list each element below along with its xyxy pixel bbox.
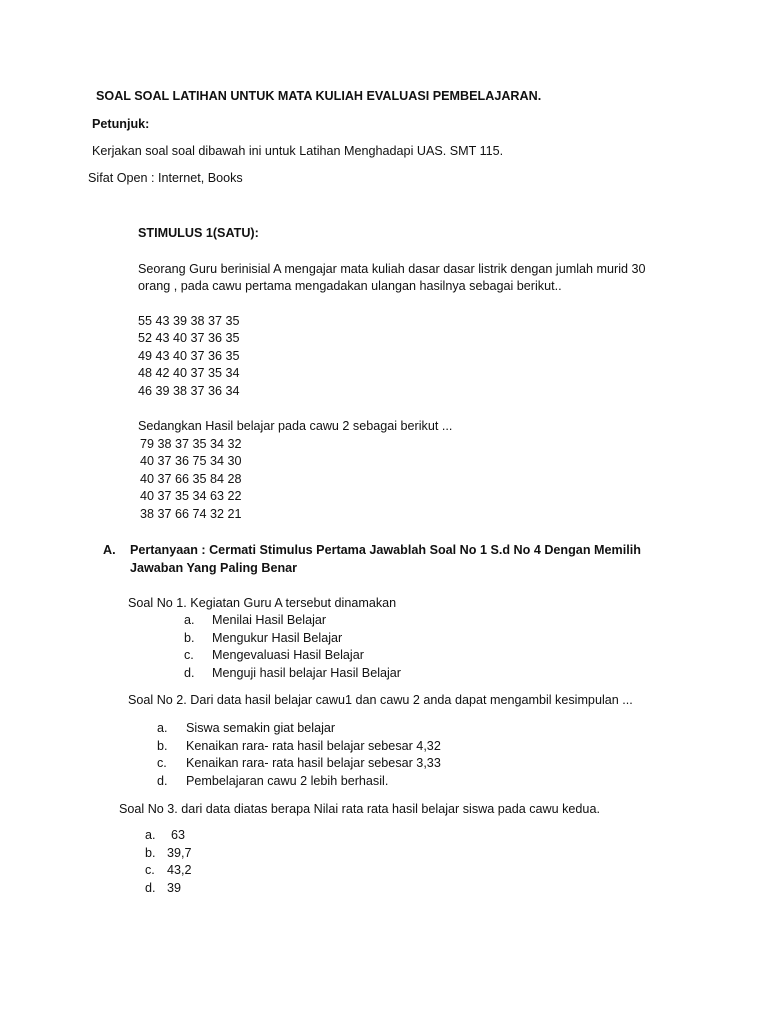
cawu1-row: 46 39 38 37 36 34	[138, 384, 240, 398]
cawu2-intro: Sedangkan Hasil belajar pada cawu 2 sebagai berikut ...	[138, 419, 453, 433]
petunjuk-label: Petunjuk:	[92, 117, 150, 131]
option-marker: d.	[184, 666, 195, 680]
question-3-text: Soal No 3. dari data diatas berapa Nilai rata rata hasil belajar siswa pada cawu kedua.	[119, 802, 600, 816]
option-marker: c.	[157, 756, 167, 770]
cawu2-row: 79 38 37 35 34 32	[140, 437, 242, 451]
cawu2-row: 40 37 36 75 34 30	[140, 454, 242, 468]
section-a-line2: Jawaban Yang Paling Benar	[130, 561, 298, 575]
instruction-text: Kerjakan soal soal dibawah ini untuk Latihan Menghadapi UAS. SMT 115.	[92, 144, 504, 158]
option-marker: a.	[145, 828, 156, 842]
stimulus-intro-line1: Seorang Guru berinisial A mengajar mata kuliah dasar dasar listrik dengan jumlah murid 30	[138, 262, 646, 276]
option-text: Siswa semakin giat belajar	[186, 721, 336, 735]
cawu1-row: 55 43 39 38 37 35	[138, 314, 240, 328]
option-text: 63	[171, 828, 186, 842]
document-title: SOAL SOAL LATIHAN UNTUK MATA KULIAH EVALUASI PEMBELAJARAN.	[96, 89, 542, 103]
stimulus-intro-line2: orang , pada cawu pertama mengadakan ulangan hasilnya sebagai berikut..	[138, 279, 562, 293]
option-text: Menguji hasil belajar Hasil Belajar	[212, 666, 401, 680]
cawu2-row: 40 37 35 34 63 22	[140, 489, 242, 503]
option-marker: a.	[157, 721, 168, 735]
option-text: Mengukur Hasil Belajar	[212, 631, 343, 645]
option-marker: b.	[145, 846, 156, 860]
option-marker: d.	[145, 881, 156, 895]
sifat-text: Sifat Open : Internet, Books	[88, 171, 243, 185]
option-text: Kenaikan rara- rata hasil belajar sebesar 4,32	[186, 739, 441, 753]
cawu2-row: 38 37 66 74 32 21	[140, 507, 242, 521]
stimulus-heading: STIMULUS 1(SATU):	[138, 226, 259, 240]
option-text: Pembelajaran cawu 2 lebih berhasil.	[186, 774, 389, 788]
option-text: Menilai Hasil Belajar	[212, 613, 327, 627]
section-a-marker: A.	[103, 543, 116, 557]
option-marker: c.	[184, 648, 194, 662]
option-marker: b.	[184, 631, 195, 645]
option-marker: d.	[157, 774, 168, 788]
option-marker: b.	[157, 739, 168, 753]
option-text: 43,2	[167, 863, 192, 877]
option-text: 39,7	[167, 846, 192, 860]
option-text: Mengevaluasi Hasil Belajar	[212, 648, 364, 662]
question-2-text: Soal No 2. Dari data hasil belajar cawu1 dan cawu 2 anda dapat mengambil kesimpulan ...	[128, 693, 633, 707]
question-1-text: Soal No 1. Kegiatan Guru A tersebut dinamakan	[128, 596, 397, 610]
option-marker: c.	[145, 863, 155, 877]
option-text: Kenaikan rara- rata hasil belajar sebesar 3,33	[186, 756, 441, 770]
option-text: 39	[167, 881, 182, 895]
cawu1-row: 52 43 40 37 36 35	[138, 331, 240, 345]
option-marker: a.	[184, 613, 195, 627]
cawu2-row: 40 37 66 35 84 28	[140, 472, 242, 486]
section-a-line1: Pertanyaan : Cermati Stimulus Pertama Jawablah Soal No 1 S.d No 4 Dengan Memilih	[130, 543, 641, 557]
cawu1-row: 49 43 40 37 36 35	[138, 349, 240, 363]
cawu1-row: 48 42 40 37 35 34	[138, 366, 240, 380]
